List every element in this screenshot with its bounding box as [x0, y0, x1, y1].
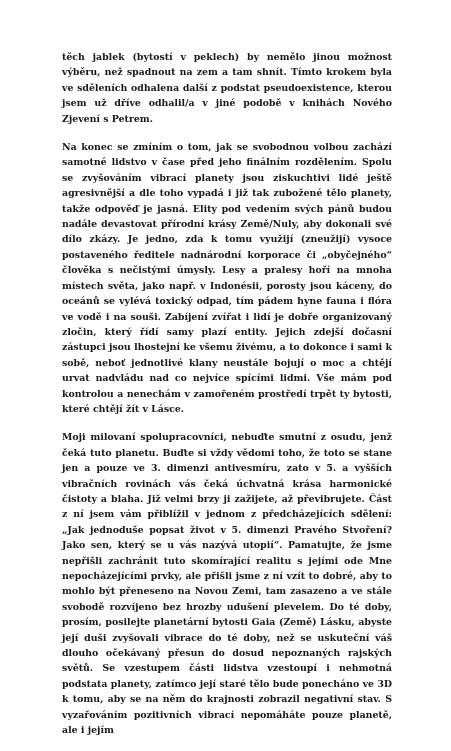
- page-body: [62, 50, 392, 751]
- paragraph-2: Na konec se zmíním o tom, jak se svobodnou volbou zachází samotné lidstvo v čase před jeho finálním rozdělením. Spolu se zvyšováním vibrací planety jsou ziskuchtivi lidé ještě agresivnější a dle toho vypadá i již tak zubožené tělo planety, takže odpověď je jasná. Elity pod vedením svých pánů budou nadále devastovat přírodní krásy Země/Nuly, aby dokonali své dílo zkázy. Je jedno, zda k tomu využijí (zneužijí) vysoce postaveného ředitele nadnárodní korporace či „obyčejného“ člověka s nečistými úmysly. Lesy a pralesy hoří na mnoha místech světa, jako např. v Indonésii, porosty jsou káceny, do oceánů se vylévá toxický odpad, tím pádem hyne fauna i flóra ve vodě i na souši. Zabíjení zvířat i lidí je dobře organizovaný zločin, který řídí samy plazí entity. Jejich zdejší dočasní zástupci jsou lhostejní ke všemu živému, a to dokonce i sami k sobě, neboť jednotlivé klany neustále bojují o moc a chtějí urvat nadvládu nad co nejvíce spícími lidmi. Vše mám pod kontrolou a nenechám v zamořeném prostředí trpět ty bytosti, které chtějí žít v Lásce.: [62, 142, 392, 415]
- paragraph-3: Moji milovaní spolupracovníci, nebuďte smutní z osudu, jenž čeká tuto planetu. Buďte si vždy vědomi toho, že toto se stane jen a pouze ve 3. dimenzi antivesmíru, zato v 5. a vyšších vibračních rovinách vás čeká úchvatná krása harmonické čistoty a blaha. Již velmi brzy ji zažijete, až převibrujete. Část z ní jsem vám přiblížil v jednom z předcházejících sdělení: „Jak jednoduše popsat život v 5. dimenzi Pravého Stvoření? Jako sen, který se u vás nazývá utopií“. Pamatujte, že jsme nepřišli zachránit tuto skomírající realitu s jejími ode Mne nepocházejícími prvky, ale přišli jsme z ní vzít to dobré, aby to mohlo být přeneseno na Novou Zemi, tam zasazeno a ve stále svobodě rozvíjeno bez hrozby udušení plevelem. Do té doby, prosím, posilejte planetární bytosti Gaia (Země) Lásku, abyste její duši zvyšovali vibrace do té doby, než se uskuteční váš dlouho očekávaný přesun do dosud nepoznaných rajských světů. Se vzestupem části lidstva vzestoupí i nehmotná podstata planety, zatímco její staré tělo bude ponecháno ve 3D k tomu, aby se na něm do krajnosti zobrazil negativní stav. S vyzařováním pozitivních vibrací nepomáháte pouze planetě, ale i jejím: [62, 432, 392, 737]
- paragraph-1: těch jablek (bytostí v peklech) by nemělo jinou možnost výběru, než spadnout na zem a tam shnít. Tímto krokem byla ve sděleních odhalena další z podstat pseudoexistence, kterou jsem už dříve odhalil/a v jiné podobě v knihách Nového Zjevení s Petrem.: [62, 52, 392, 125]
